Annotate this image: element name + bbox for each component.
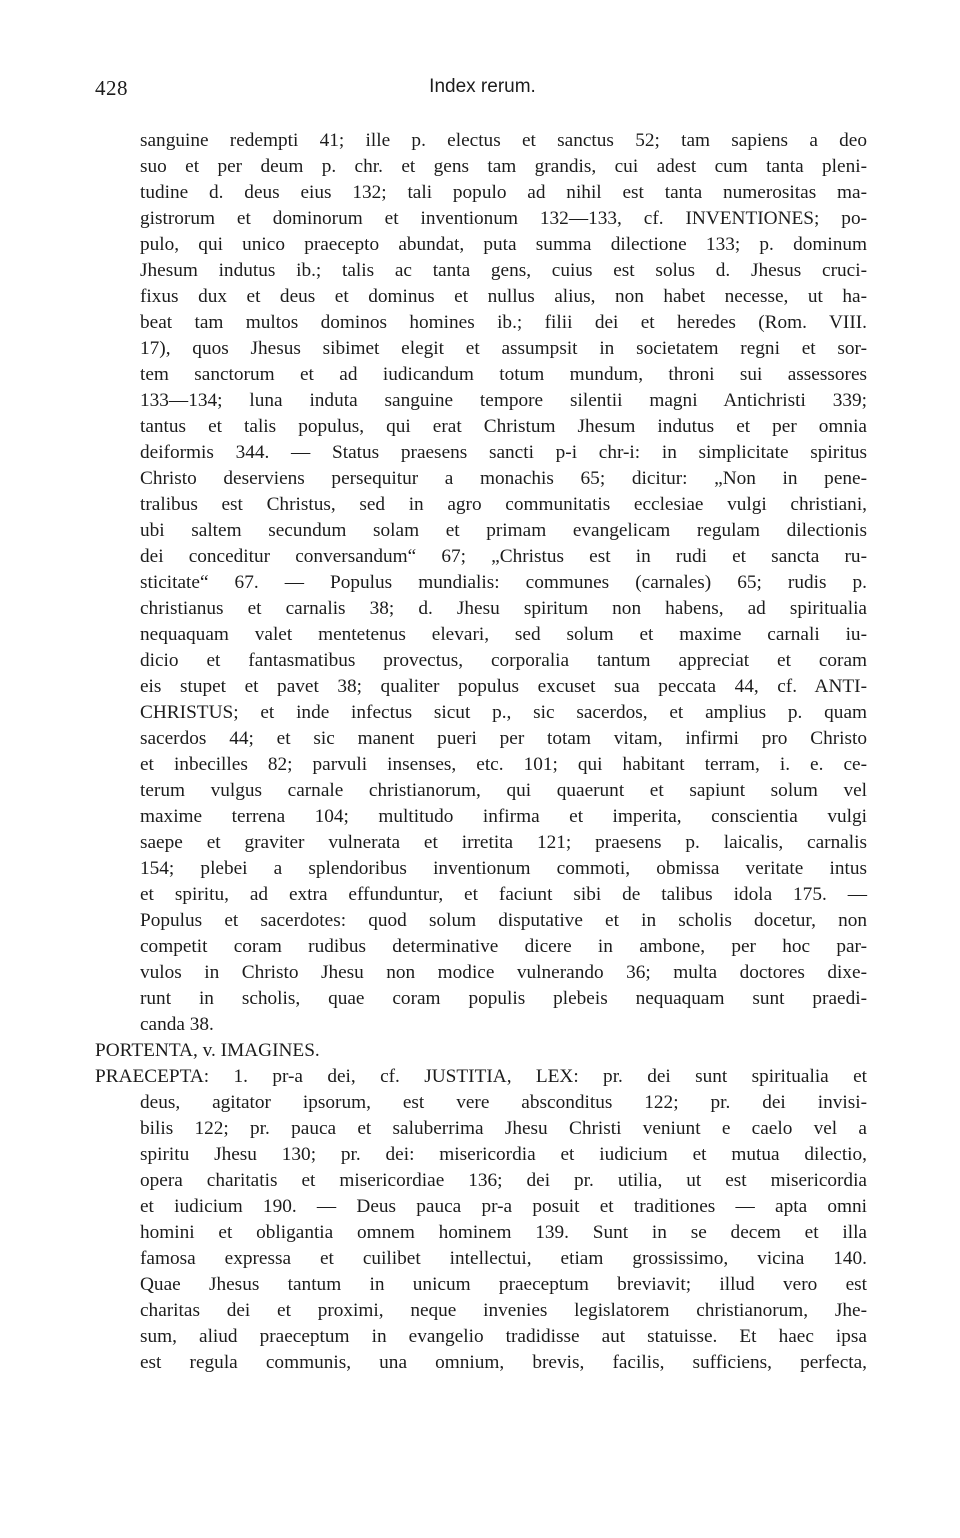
- text-line: 133—134; luna induta sanguine tempore silentii magni Antichristi 339;: [140, 390, 867, 411]
- index-entry-praecepta: [95, 1064, 867, 1376]
- text-line: runt in scholis, quae coram populis plebeis nequaquam sunt praedi-: [140, 988, 867, 1009]
- text-line: nequaquam valet mentetenus elevari, sed solum et maxime carnali iu-: [140, 624, 867, 645]
- text-line: saepe et graviter vulnerata et irretita 121; praesens p. laicalis, carnalis: [140, 832, 867, 853]
- text-line: famosa expressa et cuilibet intellectui, etiam grossissimo, vicina 140.: [140, 1248, 867, 1269]
- text-line: sacerdos 44; et sic manent pueri per totam vitam, infirmi pro Christo: [140, 728, 867, 749]
- text-line: vulos in Christo Jhesu non modice vulnerando 36; multa doctores dixe-: [140, 962, 867, 983]
- text-line: suo et per deum p. chr. et gens tam grandis, cui adest cum tanta pleni-: [140, 156, 867, 177]
- text-line: opera charitatis et misericordiae 136; dei pr. utilia, ut est misericordia: [140, 1170, 867, 1191]
- text-line: dei conceditur conversandum“ 67; „Christus est in rudi et sancta ru-: [140, 546, 867, 567]
- text-line: tantus et talis populus, qui erat Christum Jhesum indutus et per omnia: [140, 416, 867, 437]
- text-line: sum, aliud praeceptum in evangelio tradidisse aut statuisse. Et haec ipsa: [140, 1326, 867, 1347]
- text-line: eis stupet et pavet 38; qualiter populus excuset sua peccata 44, cf. ANTI-: [140, 676, 867, 697]
- entry-heading-line: PRAECEPTA: 1. pr-a dei, cf. JUSTITIA, LEX: pr. dei sunt spiritualia et: [95, 1066, 867, 1087]
- text-line: homini et obligantia omnem hominem 139. Sunt in se decem et illa: [140, 1222, 867, 1243]
- text-line: charitas dei et proximi, neque invenies legislatorem christianorum, Jhe-: [140, 1300, 867, 1321]
- text-line: tem sanctorum et ad iudicandum totum mundum, throni sui assessores: [140, 364, 867, 385]
- text-line: 17), quos Jhesus sibimet elegit et assumpsit in societatem regni et sor-: [140, 338, 867, 359]
- index-entry-portenta: [95, 1038, 867, 1064]
- text-line: spiritu Jhesu 130; pr. dei: misericordia et iudicium et mutua dilectio,: [140, 1144, 867, 1165]
- text-line: ubi saltem secundum solam et primam evangelicam regulam dilectionis: [140, 520, 867, 541]
- text-line: pulo, qui unico praecepto abundat, puta summa dilectione 133; p. dominum: [140, 234, 867, 255]
- text-line: sticitate“ 67. — Populus mundialis: communes (carnales) 65; rudis p.: [140, 572, 867, 593]
- text-line: Jhesum indutus ib.; talis ac tanta gens, cuius est solus d. Jhesus cruci-: [140, 260, 867, 281]
- text-line: competit coram rudibus determinative dicere in ambone, per hoc par-: [140, 936, 867, 957]
- page-number: 428: [95, 76, 128, 100]
- text-line: dicio et fantasmatibus provectus, corporalia tantum appreciat et coram: [140, 650, 867, 671]
- text-line: et inbecilles 82; parvuli insenses, etc. 101; qui habitant terram, i. e. ce-: [140, 754, 867, 775]
- text-line: tudine d. deus eius 132; tali populo ad nihil est tanta numerositas ma-: [140, 182, 867, 203]
- text-line: deus, agitator ipsorum, est vere absconditus 122; pr. dei invisi-: [140, 1092, 867, 1113]
- index-entry-continuation: [140, 128, 867, 1038]
- text-line: et iudicium 190. — Deus pauca pr-a posuit et traditiones — apta omni: [140, 1196, 867, 1217]
- text-line: CHRISTUS; et inde infectus sicut p., sic sacerdos, et amplius p. quam: [140, 702, 867, 723]
- text-line: et spiritu, ad extra effunduntur, et faciunt sibi de talibus idola 175. —: [140, 884, 867, 905]
- text-line: Quae Jhesus tantum in unicum praeceptum breviavit; illud vero est: [140, 1274, 867, 1295]
- text-line: tralibus est Christus, sed in agro communitatis ecclesiae vulgi christiani,: [140, 494, 867, 515]
- running-title: Index rerum.: [429, 76, 536, 97]
- text-line: fixus dux et deus et dominus et nullus alius, non habet necesse, ut ha-: [140, 286, 867, 307]
- page-header: [95, 76, 870, 106]
- text-line: beat tam multos dominos homines ib.; filii dei et heredes (Rom. VIII.: [140, 312, 867, 333]
- text-line: 154; plebei a splendoribus inventionum commoti, obmissa veritate intus: [140, 858, 867, 879]
- text-line: sanguine redempti 41; ille p. electus et sanctus 52; tam sapiens a deo: [140, 130, 867, 151]
- index-body: [95, 128, 867, 1376]
- text-line: est regula communis, una omnium, brevis, facilis, sufficiens, perfecta,: [140, 1352, 867, 1373]
- text-line: terum vulgus carnale christianorum, qui quaerunt et sapiunt solum vel: [140, 780, 867, 801]
- text-line: canda 38.: [140, 1014, 214, 1035]
- entry-heading-line: PORTENTA, v. IMAGINES.: [95, 1040, 320, 1061]
- text-line: bilis 122; pr. pauca et saluberrima Jhesu Christi veniunt e caelo vel a: [140, 1118, 867, 1139]
- text-line: Christo deserviens persequitur a monachis 65; dicitur: „Non in pene-: [140, 468, 867, 489]
- text-line: gistrorum et dominorum et inventionum 132—133, cf. INVENTIONES; po-: [140, 208, 867, 229]
- text-line: deiformis 344. — Status praesens sancti p-i chr-i: in simplicitate spiritus: [140, 442, 867, 463]
- text-line: Populus et sacerdotes: quod solum disputative et in scholis docetur, non: [140, 910, 867, 931]
- text-line: christianus et carnalis 38; d. Jhesu spiritum non habens, ad spiritualia: [140, 598, 867, 619]
- text-line: maxime terrena 104; multitudo infirma et imperita, conscientia vulgi: [140, 806, 867, 827]
